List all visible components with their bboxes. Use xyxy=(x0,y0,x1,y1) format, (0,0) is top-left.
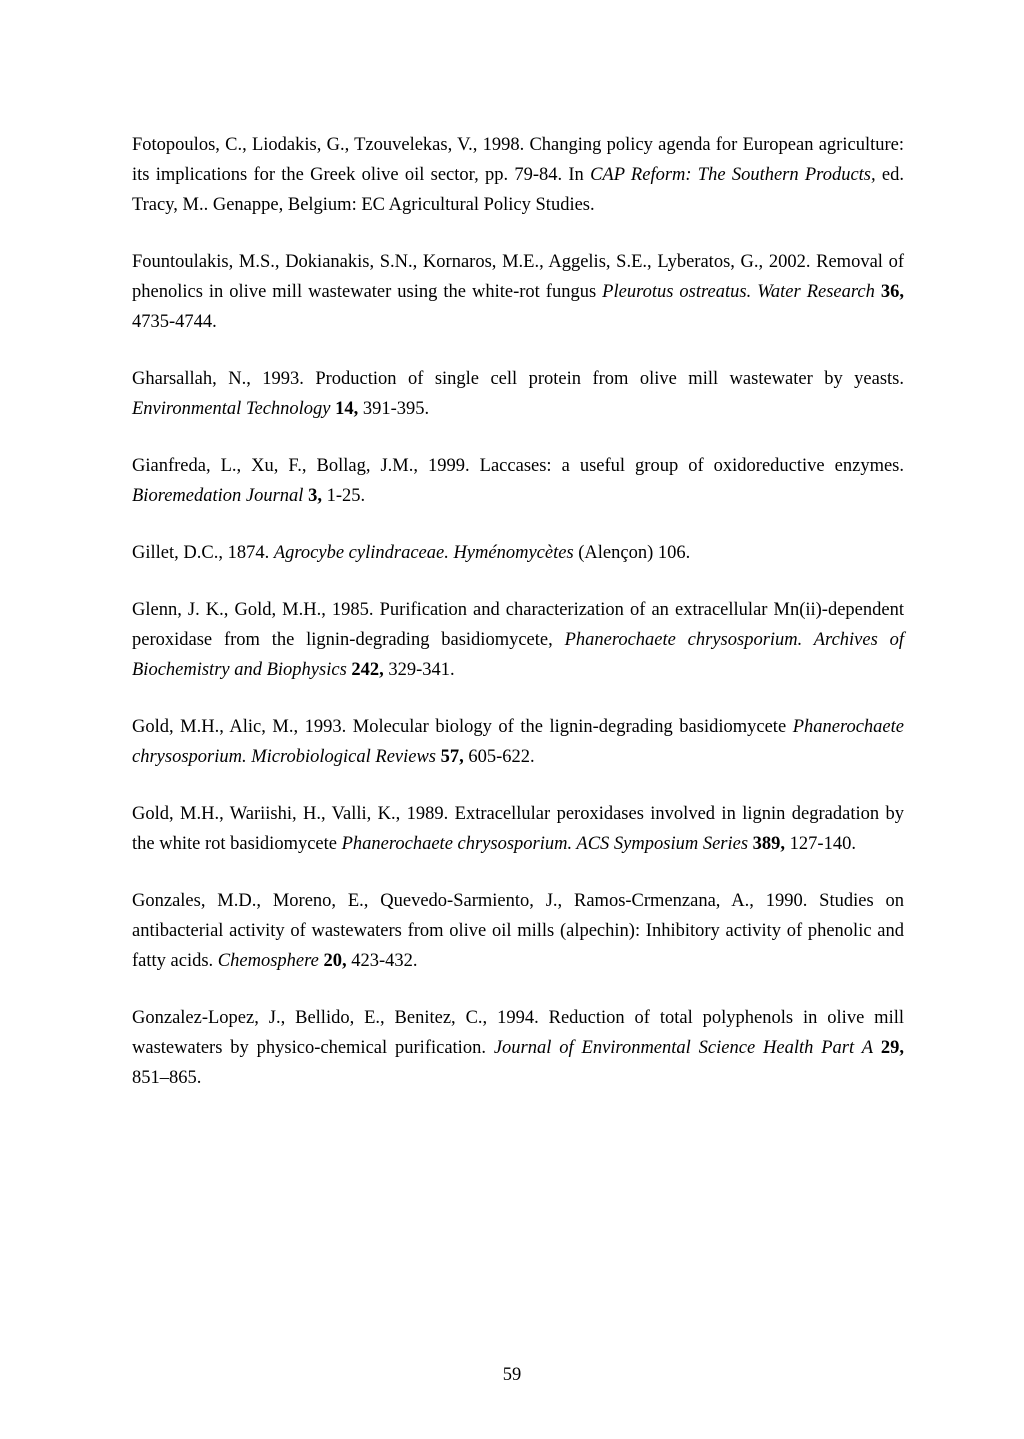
reference-entry xyxy=(132,595,904,685)
reference-volume: 36, xyxy=(874,282,904,302)
reference-volume: 389, xyxy=(748,834,786,854)
reference-text: Fotopoulos, C., Liodakis, G., Tzouvelekas, V., 1998. Changing policy agenda for European agriculture: its implications for the Greek olive oil sector, pp. 79-84. In xyxy=(132,135,904,185)
reference-text: Gillet, D.C., 1874. xyxy=(132,543,274,563)
reference-pages: 1-25. xyxy=(321,486,366,506)
reference-journal: Phanerochaete chrysosporium. Archives of Biochemistry and Biophysics xyxy=(132,630,904,680)
reference-entry xyxy=(132,1003,904,1093)
reference-pages: 851–865. xyxy=(132,1068,202,1088)
reference-journal: Bioremedation Journal xyxy=(132,486,304,506)
reference-entry xyxy=(132,364,904,424)
page-number: 59 xyxy=(502,1365,522,1385)
reference-journal: Agrocybe cylindraceae. Hyménomycètes xyxy=(273,543,574,563)
reference-list xyxy=(132,130,904,1120)
reference-pages: 4735-4744. xyxy=(132,312,217,332)
reference-text: Gold, M.H., Wariishi, H., Valli, K., 1989. Extracellular peroxidases involved in lignin degradation by the white rot basidiomycete xyxy=(132,804,904,854)
reference-text: Gianfreda, L., Xu, F., Bollag, J.M., 1999. Laccases: a useful group of oxidoreductive enzymes. xyxy=(132,456,904,476)
reference-journal: Phanerochaete chrysosporium. Microbiological Reviews xyxy=(132,717,904,767)
reference-text: Fountoulakis, M.S., Dokianakis, S.N., Kornaros, M.E., Aggelis, S.E., Lyberatos, G., 2002. Removal of phenolics in olive mill wastewater using the white-rot fungus xyxy=(132,252,904,302)
reference-volume: 242, xyxy=(346,660,384,680)
reference-pages: 329-341. xyxy=(383,660,455,680)
reference-text: Gonzalez-Lopez, J., Bellido, E., Benitez, C., 1994. Reduction of total polyphenols in olive mill wastewaters by physico-chemical purification. xyxy=(132,1008,904,1058)
reference-text: Gharsallah, N., 1993. Production of single cell protein from olive mill wastewater by yeasts. xyxy=(132,369,904,389)
reference-entry xyxy=(132,538,904,568)
reference-pages: 605-622. xyxy=(463,747,535,767)
reference-entry xyxy=(132,712,904,772)
reference-text: Glenn, J. K., Gold, M.H., 1985. Purification and characterization of an extracellular Mn(ii)-dependent peroxidase from the lignin-degrading basidiomycete, xyxy=(132,600,904,650)
reference-volume: 3, xyxy=(303,486,322,506)
reference-pages: 391-395. xyxy=(358,399,430,419)
reference-journal: Chemosphere xyxy=(217,951,319,971)
reference-journal: Pleurotus ostreatus. Water Research xyxy=(602,282,875,302)
reference-text: (Alençon) 106. xyxy=(573,543,691,563)
reference-journal: Journal of Environmental Science Health Part A xyxy=(493,1038,873,1058)
reference-pages: 423-432. xyxy=(346,951,418,971)
reference-entry xyxy=(132,130,904,220)
reference-entry xyxy=(132,247,904,337)
reference-book-title: CAP Reform: The Southern Products, xyxy=(590,165,876,185)
reference-volume: 14, xyxy=(330,399,359,419)
reference-journal: Environmental Technology xyxy=(132,399,331,419)
reference-journal: Phanerochaete chrysosporium. ACS Symposium Series xyxy=(341,834,749,854)
reference-volume: 20, xyxy=(318,951,347,971)
reference-entry xyxy=(132,799,904,859)
reference-entry xyxy=(132,451,904,511)
reference-entry xyxy=(132,886,904,976)
reference-volume: 57, xyxy=(436,747,464,767)
reference-text: Gonzales, M.D., Moreno, E., Quevedo-Sarmiento, J., Ramos-Crmenzana, A., 1990. Studies on antibacterial activity of wastewaters from olive oil mills (alpechin): Inhibitory activity of phenolic and fatty acids. xyxy=(132,891,904,971)
reference-volume: 29, xyxy=(873,1038,905,1058)
reference-pages: 127-140. xyxy=(785,834,856,854)
reference-text: Gold, M.H., Alic, M., 1993. Molecular biology of the lignin-degrading basidiomycete xyxy=(132,717,793,737)
reference-text: ed. Tracy, M.. Genappe, Belgium: EC Agricultural Policy Studies. xyxy=(132,165,904,215)
